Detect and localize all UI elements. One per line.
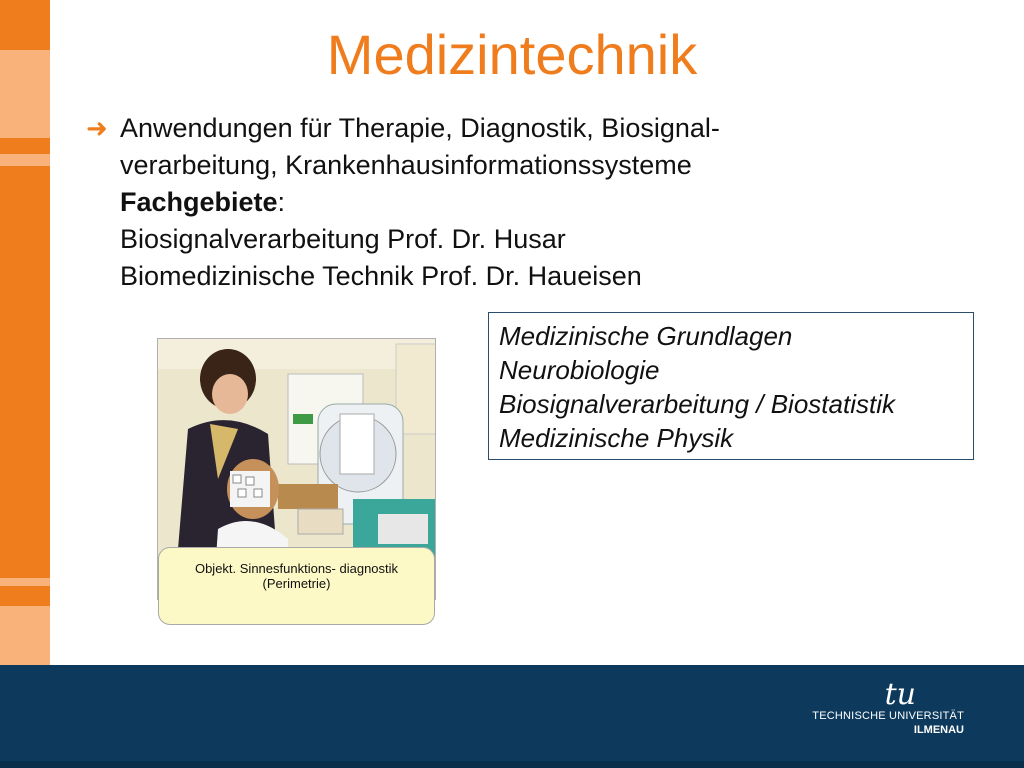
bullet-line: verarbeitung, Krankenhausinformationssysteme	[120, 150, 692, 180]
bullet-line: Biosignalverarbeitung Prof. Dr. Husar	[120, 224, 566, 254]
info-box	[488, 312, 974, 460]
tu-logo-mark: tu	[884, 677, 916, 712]
logo-line-2: ILMENAU	[913, 724, 964, 736]
logo-line-1: TECHNISCHE UNIVERSITÄT	[812, 710, 964, 722]
footer-bottom-line	[0, 761, 1024, 768]
info-item: Neurobiologie	[499, 355, 660, 385]
bullet-line: Biomedizinische Technik Prof. Dr. Haueisen	[120, 261, 642, 291]
university-logo	[812, 677, 964, 740]
bullet-line: Anwendungen für Therapie, Diagnostik, Biosignal-	[120, 113, 720, 143]
left-stripe-decoration	[0, 0, 50, 665]
arrow-right-icon: ➜	[86, 113, 108, 143]
fachgebiete-heading: Fachgebiete:	[120, 187, 286, 217]
photo-caption: Objekt. Sinnesfunktions- diagnostik (Perimetrie)	[158, 547, 435, 625]
page-title: Medizintechnik	[326, 23, 698, 86]
info-item: Medizinische Physik	[499, 423, 734, 453]
info-item: Medizinische Grundlagen	[499, 321, 793, 351]
info-item: Biosignalverarbeitung / Biostatistik	[499, 389, 895, 419]
